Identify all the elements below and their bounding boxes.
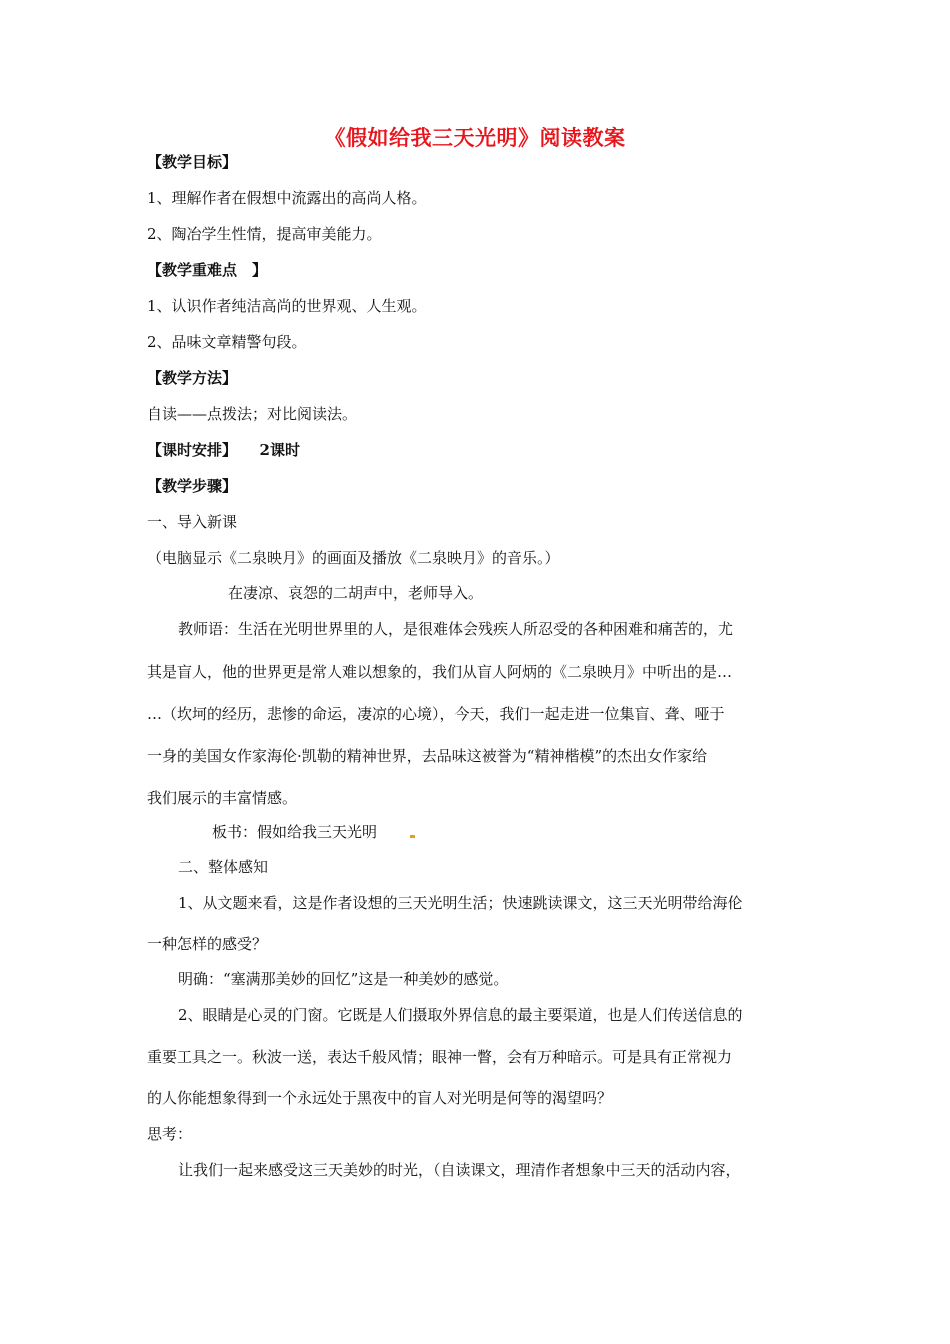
- teacher-speech-line-3: …（坎坷的经历，悲惨的命运，凄凉的心境），今天，我们一起走进一位集盲、聋、哑于: [147, 705, 725, 723]
- step-one-note: （电脑显示《二泉映月》的画面及播放《二泉映月》的音乐。）: [147, 549, 560, 567]
- document-title: 《假如给我三天光明》阅读教案: [324, 125, 626, 150]
- teacher-speech-line-5: 我们展示的丰富情感。: [147, 789, 298, 807]
- section-heading-schedule: 【课时安排】 2课时: [147, 441, 300, 459]
- teacher-speech-line-4: 一身的美国女作家海伦·凯勒的精神世界，去品味这被誉为“精神楷模”的杰出女作家给: [147, 747, 708, 765]
- teacher-speech-line-2: 其是盲人，他的世界更是常人难以想象的，我们从盲人阿炳的《二泉映月》中听出的是…: [147, 663, 733, 681]
- step-two-heading: 二、整体感知: [178, 858, 269, 876]
- question-2-line-3: 的人你能想象得到一个永远处于黑夜中的盲人对光明是何等的渴望吗？: [147, 1089, 613, 1107]
- section-heading-methods: 【教学方法】: [147, 369, 238, 387]
- key-point-2: 2、品味文章精警句段。: [147, 333, 307, 351]
- question-1-line-2: 一种怎样的感受？: [147, 935, 268, 953]
- think-label: 思考：: [147, 1125, 193, 1143]
- question-1-line-1: 1、从文题来看，这是作者设想的三天光明生活；快速跳读课文，这三天光明带给海伦: [178, 894, 743, 912]
- objective-1: 1、理解作者在假想中流露出的高尚人格。: [147, 189, 427, 207]
- teacher-speech-line-1: 教师语：生活在光明世界里的人，是很难体会残疾人所忍受的各种困难和痛苦的，尤: [178, 620, 734, 638]
- mark-decoration: [410, 835, 415, 838]
- section-heading-key-points: 【教学重难点 】: [147, 261, 268, 279]
- section-heading-objectives: 【教学目标】: [147, 153, 238, 171]
- blackboard-text: 板书：假如给我三天光明: [212, 823, 378, 841]
- step-one-intro: 在凄凉、哀怨的二胡声中，老师导入。: [228, 584, 484, 602]
- methods-text: 自读——点拨法；对比阅读法。: [147, 405, 358, 423]
- answer-1: 明确：“塞满那美妙的回忆”这是一种美妙的感觉。: [178, 970, 509, 988]
- activity-line-1: 让我们一起来感受这三天美妙的时光，（自读课文，理清作者想象中三天的活动内容，: [178, 1161, 741, 1179]
- section-heading-steps: 【教学步骤】: [147, 477, 238, 495]
- question-2-line-1: 2、眼睛是心灵的门窗。它既是人们摄取外界信息的最主要渠道，也是人们传送信息的: [178, 1006, 743, 1024]
- objective-2: 2、陶冶学生性情，提高审美能力。: [147, 225, 382, 243]
- key-point-1: 1、认识作者纯洁高尚的世界观、人生观。: [147, 297, 427, 315]
- step-one-heading: 一、导入新课: [147, 513, 238, 531]
- question-2-line-2: 重要工具之一。秋波一送，表达千般风情；眼神一瞥，会有万种暗示。可是具有正常视力: [147, 1048, 733, 1066]
